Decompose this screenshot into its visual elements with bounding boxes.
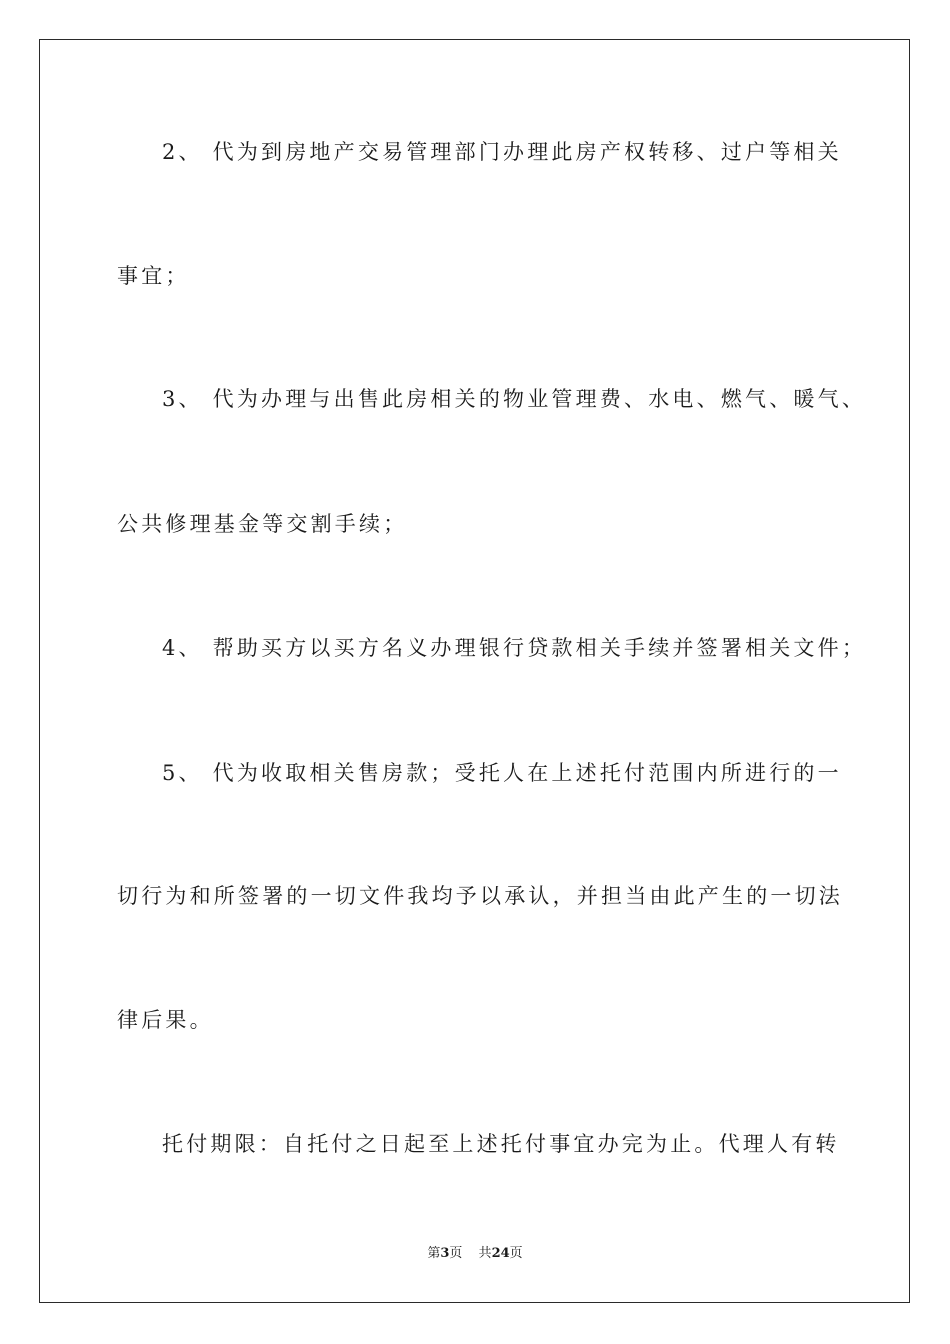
total-pages: 24: [491, 1246, 510, 1261]
item-2-line-2: 事宜；: [117, 264, 190, 288]
page-footer: [0, 1245, 950, 1263]
item-5-line-1: 5、 代为收取相关售房款；受托人在上述托付范围内所进行的一: [162, 761, 842, 785]
item-5-line-3: 律后果。: [117, 1008, 214, 1032]
page-prefix: 第: [427, 1246, 441, 1261]
item-3-line-1: 3、 代为办理与出售此房相关的物业管理费、水电、燃气、暖气、: [162, 387, 867, 411]
page-number: 3: [440, 1246, 450, 1261]
page-border: [39, 39, 910, 1303]
item-3-line-2: 公共修理基金等交割手续；: [117, 512, 408, 536]
term-paragraph-line-1: 托付期限：自托付之日起至上述托付事宜办完为止。代理人有转: [162, 1132, 840, 1156]
total-prefix: 共: [478, 1246, 492, 1261]
page-suffix: 页: [449, 1246, 463, 1261]
total-suffix: 页: [509, 1246, 523, 1261]
total-pages-indicator: [479, 1246, 523, 1261]
page-indicator: [427, 1246, 462, 1261]
item-4-line-1: 4、 帮助买方以买方名义办理银行贷款相关手续并签署相关文件；: [162, 636, 867, 660]
item-5-line-2: 切行为和所签署的一切文件我均予以承认，并担当由此产生的一切法: [117, 884, 843, 908]
item-2-line-1: 2、 代为到房地产交易管理部门办理此房产权转移、过户等相关: [162, 140, 842, 164]
